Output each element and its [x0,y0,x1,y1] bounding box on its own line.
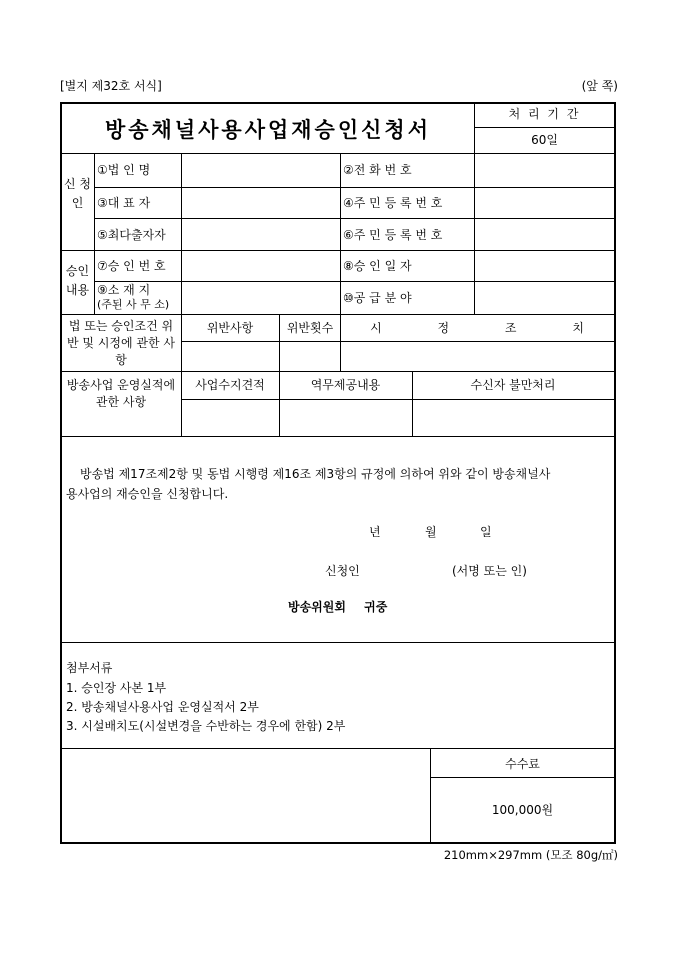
violation-col-count: 위반횟수 [286,321,334,335]
violation-items-field[interactable] [182,342,278,370]
performance-section-label: 방송사업 운영실적에 관한 사항 [66,378,176,409]
table-right-border [614,102,616,844]
fee-amount: 100,000원 [491,803,554,817]
representative-id-label: ④주 민 등 록 번 호 [343,196,443,210]
table-top-border [60,102,616,104]
date-year-label: 년 [369,525,381,539]
applicant-section-label: 신 청 인 [64,177,91,210]
corp-name-field[interactable] [182,154,339,186]
form-number: [별지 제32호 서식] [60,79,162,93]
corp-name-label: ①법 인 명 [97,163,151,177]
paper-spec: 210mm×297mm (모조 80g/㎡) [443,848,618,862]
performance-col-service: 역무제공내용 [310,378,381,392]
approval-number-field[interactable] [182,251,339,280]
address-sub-label: (주된 사 무 소) [97,298,170,311]
applicant-signature-label: 신청인 [325,564,360,578]
page-side-label: (앞 쪽) [581,79,618,93]
address-label: ⑨소 재 지 [97,283,151,297]
addressee: 방송위원회 귀중 [288,600,388,614]
date-month-label: 월 [425,525,437,539]
approval-date-label: ⑧승 인 일 자 [343,259,412,273]
statement-line-1: 방송법 제17조제2항 및 동법 시행령 제16조 제3항의 규정에 의하여 위와 같이 방송채널사 [80,467,551,481]
major-shareholder-field[interactable] [182,219,339,249]
signature-note: (서명 또는 인) [452,564,527,578]
violation-col-correction: 시 정 조 치 [370,321,584,335]
attachment-item: 2. 방송채널사용사업 운영실적서 2부 [66,700,259,714]
approval-date-field[interactable] [475,251,613,280]
shareholder-id-field[interactable] [475,219,613,249]
violation-col-items: 위반사항 [206,321,254,335]
major-shareholder-label: ⑤최다출자자 [97,228,166,242]
attachments-heading: 첨부서류 [66,661,113,675]
form-title: 방송채널사용사업재승인신청서 [104,117,431,142]
attachment-item: 3. 시설배치도(시설변경을 수반하는 경우에 한함) 2부 [66,719,346,733]
table-left-border [60,102,62,844]
violation-section-label: 법 또는 승인조건 위반 및 시정에 관한 사항 [67,319,175,367]
processing-period-value: 60일 [531,133,558,147]
fee-label: 수수료 [505,757,540,771]
address-field[interactable] [182,282,339,313]
attachment-item: 1. 승인장 사본 1부 [66,681,167,695]
processing-period-label: 처 리 기 간 [508,107,581,121]
budget-field[interactable] [182,400,278,435]
applicant-signature-field[interactable] [370,560,448,580]
shareholder-id-label: ⑥주 민 등 록 번 호 [343,228,443,242]
representative-label: ③대 표 자 [97,196,151,210]
supply-field-field[interactable] [475,282,613,313]
phone-field[interactable] [475,154,613,186]
correction-field[interactable] [341,342,613,370]
date-day-label: 일 [480,525,492,539]
table-bottom-border [60,842,616,844]
approval-section-label: 승인 내용 [65,264,90,297]
service-field[interactable] [280,400,411,435]
violation-count-field[interactable] [280,342,339,370]
performance-col-budget: 사업수지견적 [195,378,265,392]
phone-label: ②전 화 번 호 [343,163,412,177]
representative-id-field[interactable] [475,188,613,217]
representative-field[interactable] [182,188,339,217]
supply-field-label: ⑩공 급 분 야 [343,291,412,305]
performance-col-complaints: 수신자 불만처리 [470,378,556,392]
complaints-field[interactable] [413,400,613,435]
office-use-area [62,750,428,840]
approval-number-label: ⑦승 인 번 호 [97,259,166,273]
statement-line-2: 용사업의 재승인을 신청합니다. [66,487,229,501]
